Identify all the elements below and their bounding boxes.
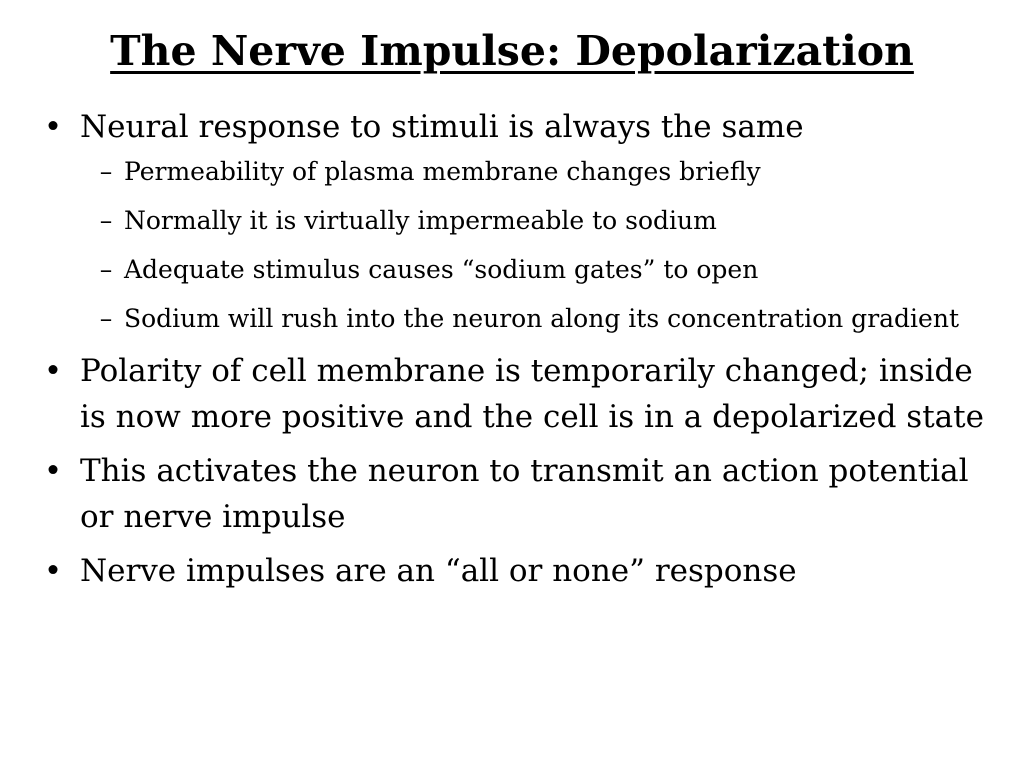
bullet-item — [38, 548, 998, 594]
bullet-marker: • — [43, 453, 63, 489]
sub-bullet-marker: – — [99, 304, 113, 333]
sub-bullet-item — [80, 201, 998, 240]
bullet-marker: • — [43, 109, 63, 145]
sub-bullet-marker: – — [99, 157, 113, 186]
bullet-item — [38, 348, 998, 440]
bullet-text: Nerve impulses are an “all or none” response — [80, 553, 797, 589]
sub-bullet-marker: – — [99, 255, 113, 284]
sub-bullet-marker: – — [99, 206, 113, 235]
sub-bullet-text: Normally it is virtually impermeable to sodium — [124, 206, 717, 235]
bullet-item — [38, 104, 998, 338]
slide-title: The Nerve Impulse: Depolarization — [110, 27, 914, 75]
bullet-text: Polarity of cell membrane is temporarily changed; inside is now more positive and the cell is in a depolarized state — [80, 353, 984, 435]
sub-bullet-item — [80, 299, 998, 338]
sub-bullet-text: Sodium will rush into the neuron along its concentration gradient — [124, 304, 959, 333]
bullet-list — [38, 104, 998, 602]
bullet-text: Neural response to stimuli is always the same — [80, 109, 804, 145]
sub-bullet-item — [80, 152, 998, 191]
sub-bullet-text: Permeability of plasma membrane changes briefly — [124, 157, 761, 186]
bullet-item — [38, 448, 998, 540]
sub-bullet-item — [80, 250, 998, 289]
bullet-text: This activates the neuron to transmit an action potential or nerve impulse — [80, 453, 969, 535]
sub-bullet-text: Adequate stimulus causes “sodium gates” to open — [124, 255, 759, 284]
bullet-marker: • — [43, 553, 63, 589]
bullet-marker: • — [43, 353, 63, 389]
sub-bullet-list — [80, 152, 998, 338]
